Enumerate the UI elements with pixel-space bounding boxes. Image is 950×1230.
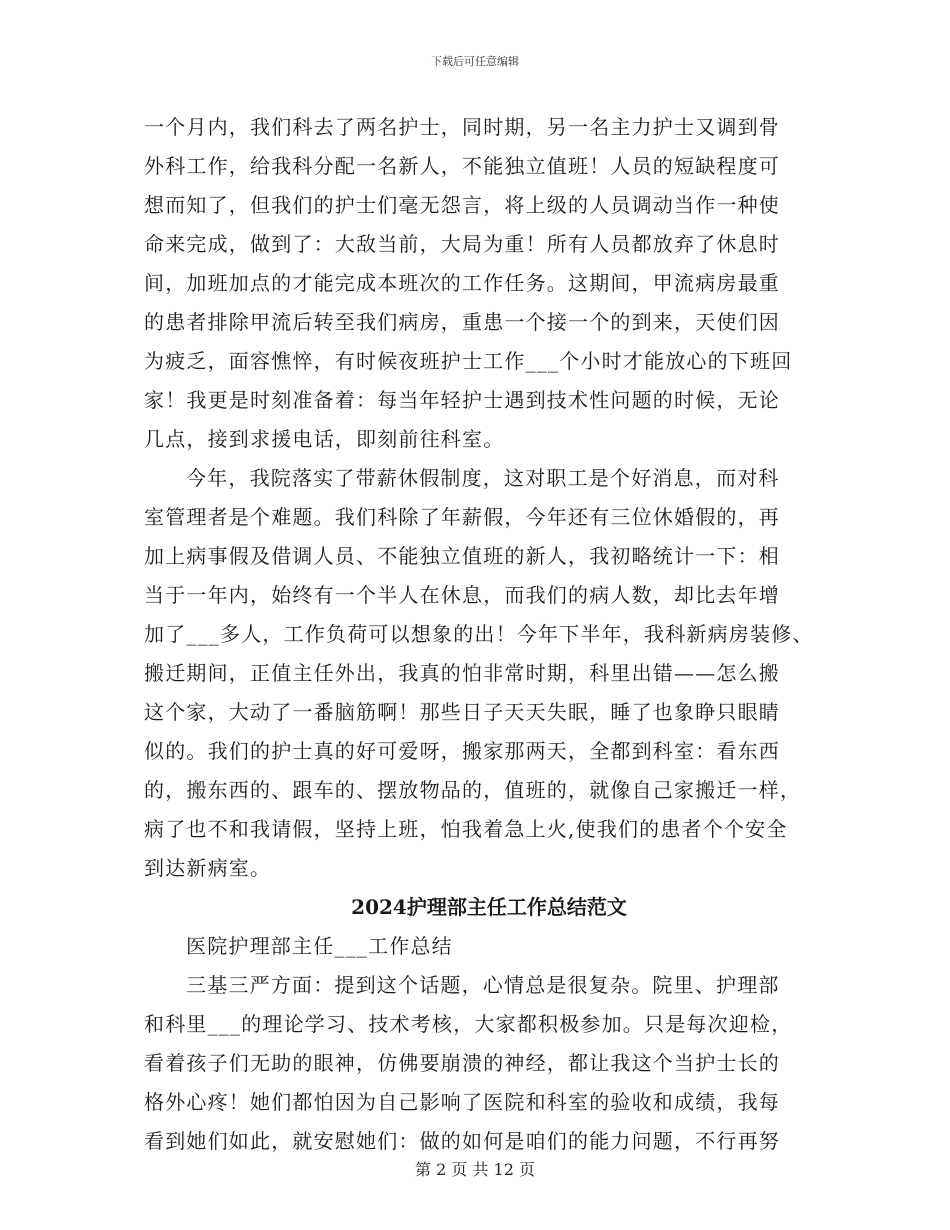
section-title: 2024护理部主任工作总结范文 [351, 895, 627, 919]
paragraph-line: 似的。我们的护士真的好可爱呀，搬家那两天，全都到科室：看东西 [144, 739, 780, 763]
paragraph-line: 间，加班加点的才能完成本班次的工作任务。这期间，甲流病房最重 [144, 271, 780, 295]
paragraph-line: 三基三严方面：提到这个话题，心情总是很复杂。院里、护理部 [186, 973, 780, 997]
paragraph-line: 室管理者是个难题。我们科除了年薪假，今年还有三位休婚假的，再 [144, 505, 780, 529]
paragraph-line: 到达新病室。 [144, 856, 272, 880]
header-note: 下载后可任意编辑 [431, 55, 519, 68]
paragraph-line: 加了___多人，工作负荷可以想象的出！今年下半年，我科新病房装修、 [144, 622, 814, 646]
paragraph-line: 看到她们如此，就安慰她们：做的如何是咱们的能力问题，不行再努 [144, 1129, 780, 1153]
document-body [144, 108, 814, 1161]
page-number: 第 2 页 共 12 页 [415, 1160, 535, 1179]
paragraph-line: 搬迁期间，正值主任外出，我真的怕非常时期，科里出错——怎么搬 [144, 661, 780, 685]
paragraph-line: 加上病事假及借调人员、不能独立值班的新人，我初略统计一下：相 [144, 544, 780, 568]
paragraph-line: 外科工作，给我科分配一名新人，不能独立值班！人员的短缺程度可 [144, 154, 780, 178]
section-subtitle: 医院护理部主任___工作总结 [186, 934, 453, 958]
paragraph-line: 和科里___的理论学习、技术考核，大家都积极参加。只是每次迎检， [144, 1012, 793, 1036]
paragraph-line: 家！我更是时刻准备着：每当年轻护士遇到技术性问题的时候，无论 [144, 388, 780, 412]
paragraph-line: 为疲乏，面容憔悴，有时候夜班护士工作___个小时才能放心的下班回 [144, 349, 793, 373]
paragraph-line: 的患者排除甲流后转至我们病房，重患一个接一个的到来，天使们因 [144, 310, 780, 334]
paragraph-line: 病了也不和我请假，坚持上班，怕我着急上火,使我们的患者个个安全 [144, 817, 788, 841]
paragraph-line: 命来完成，做到了：大敌当前，大局为重！所有人员都放弃了休息时 [144, 232, 780, 256]
paragraph-line: 几点，接到求援电话，即刻前往科室。 [144, 427, 505, 451]
paragraph-line: 一个月内，我们科去了两名护士，同时期，另一名主力护士又调到骨 [144, 115, 780, 139]
paragraph-line: 当于一年内，始终有一个半人在休息，而我们的病人数，却比去年增 [144, 583, 780, 607]
paragraph-line: 这个家，大动了一番脑筋啊！那些日子天天失眠，睡了也象睁只眼睛 [144, 700, 780, 724]
paragraph-line: 今年，我院落实了带薪休假制度，这对职工是个好消息，而对科 [186, 466, 780, 490]
paragraph-line: 看着孩子们无助的眼神，仿佛要崩溃的神经，都让我这个当护士长的 [144, 1051, 780, 1075]
paragraph-line: 的，搬东西的、跟车的、摆放物品的，值班的，就像自己家搬迁一样， [144, 778, 802, 802]
paragraph-line: 格外心疼！她们都怕因为自己影响了医院和科室的验收和成绩，我每 [144, 1090, 780, 1114]
paragraph-line: 想而知了，但我们的护士们毫无怨言，将上级的人员调动当作一种使 [144, 193, 780, 217]
